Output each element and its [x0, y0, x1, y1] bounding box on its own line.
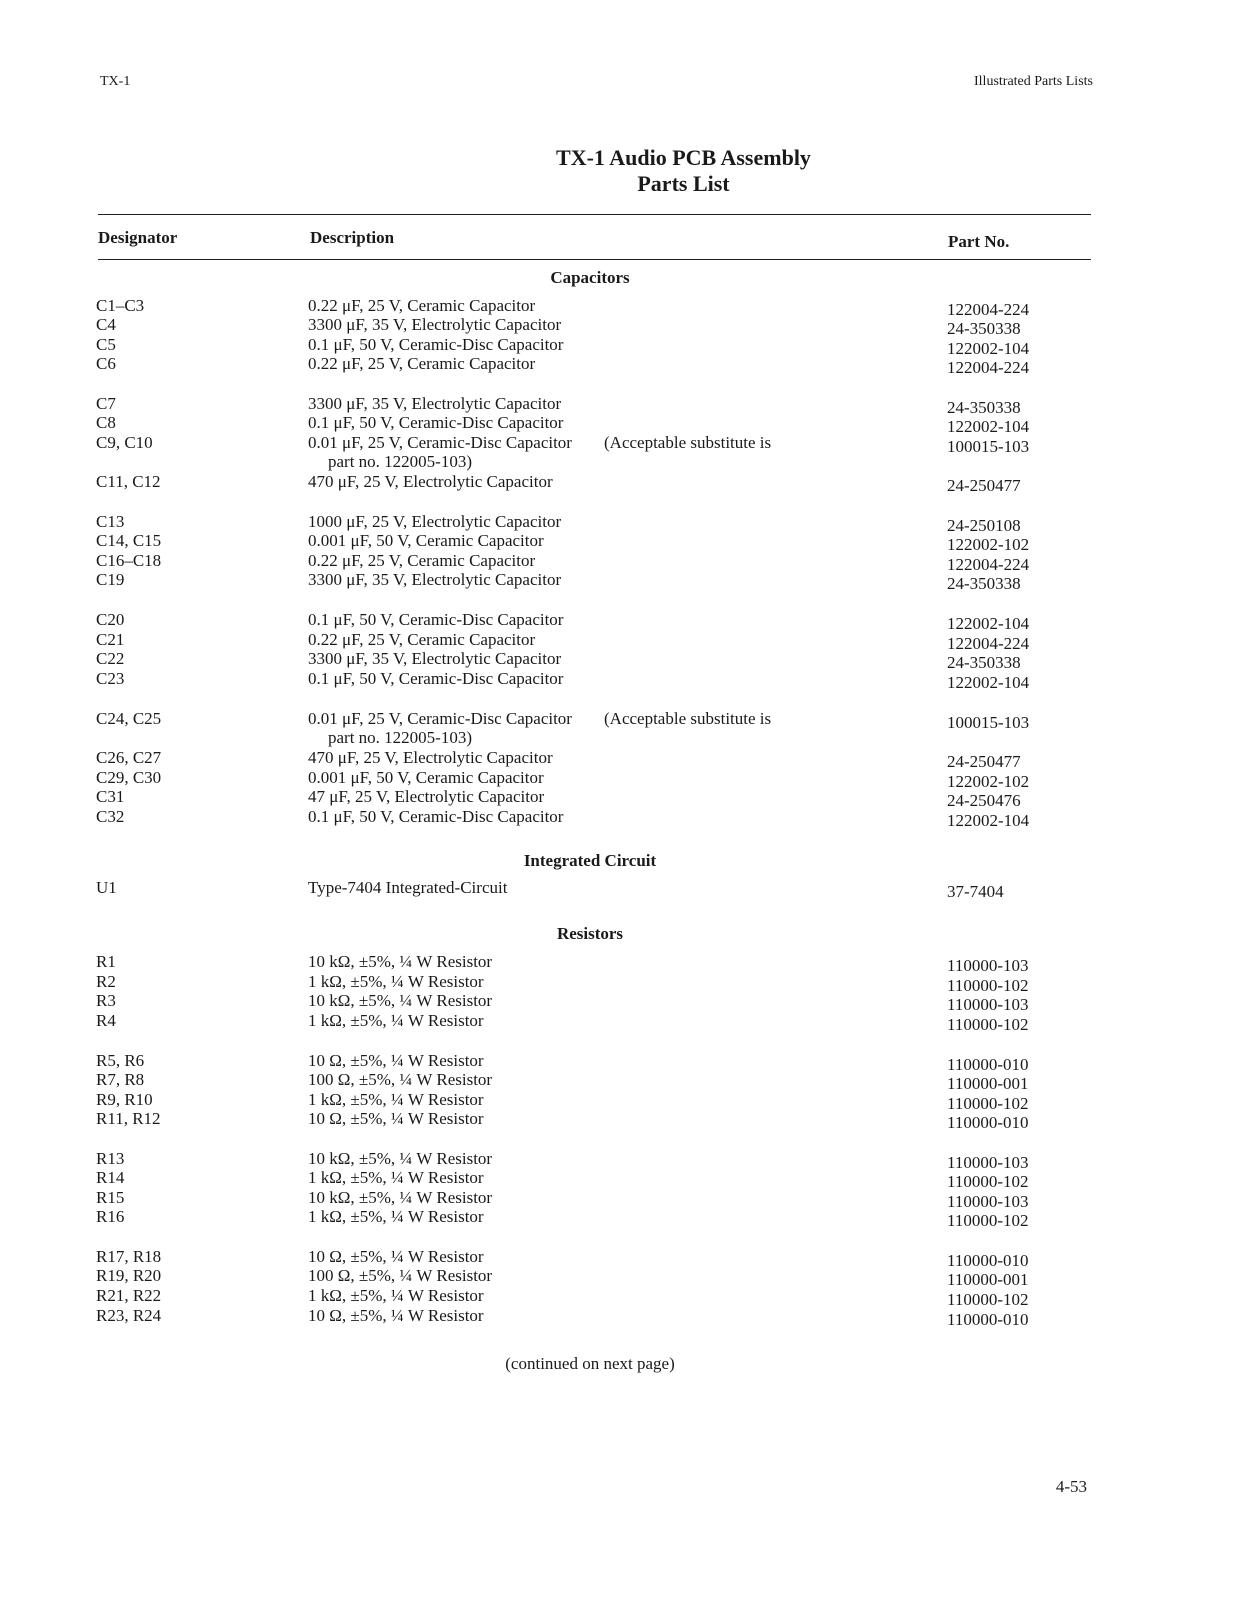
description-cell: 1 kΩ, ±5%, ¼ W Resistor	[308, 1207, 484, 1226]
part-number-cell: 122004-224	[947, 555, 1030, 574]
designator-cell: R15	[96, 1188, 125, 1207]
description-cell: 3300 μF, 35 V, Electrolytic Capacitor	[308, 315, 562, 334]
part-number-cell: 37-7404	[947, 882, 1004, 901]
part-number-cell: 110000-102	[947, 1015, 1029, 1034]
part-number-cell: 110000-102	[947, 1211, 1029, 1230]
description-cell: 0.1 μF, 50 V, Ceramic-Disc Capacitor	[308, 610, 564, 629]
part-number-cell: 110000-102	[947, 1094, 1029, 1113]
table-row	[0, 1306, 1237, 1329]
table-row	[0, 1266, 1237, 1289]
designator-cell: R3	[96, 991, 116, 1010]
designator-cell: C4	[96, 315, 116, 334]
table-row	[0, 1149, 1237, 1172]
table-row	[0, 768, 1237, 791]
designator-cell: C9, C10	[96, 433, 153, 452]
title-line-1: TX-1 Audio PCB Assembly	[556, 145, 811, 170]
description-cell: 0.01 μF, 25 V, Ceramic-Disc Capacitor	[308, 433, 572, 452]
part-number-cell: 122004-224	[947, 358, 1030, 377]
description-cell: 47 μF, 25 V, Electrolytic Capacitor	[308, 787, 545, 806]
description-cell: 100 Ω, ±5%, ¼ W Resistor	[308, 1070, 493, 1089]
table-row	[0, 1090, 1237, 1113]
running-header-left: TX-1	[100, 74, 131, 89]
designator-cell: R17, R18	[96, 1247, 162, 1266]
description-cell: 1 kΩ, ±5%, ¼ W Resistor	[308, 1090, 484, 1109]
part-number-cell: 122002-104	[947, 614, 1030, 633]
part-number-cell: 24-350338	[947, 398, 1021, 417]
table-row	[0, 394, 1237, 417]
table-row	[0, 1188, 1237, 1211]
part-number-cell: 122002-104	[947, 417, 1030, 436]
description-cell: 0.001 μF, 50 V, Ceramic Capacitor	[308, 768, 544, 787]
table-row	[0, 1168, 1237, 1191]
part-number-cell: 122002-104	[947, 811, 1030, 830]
table-row	[0, 354, 1237, 377]
table-row	[0, 296, 1237, 319]
designator-cell: R14	[96, 1168, 125, 1187]
designator-cell: C11, C12	[96, 472, 161, 491]
description-cell: 10 Ω, ±5%, ¼ W Resistor	[308, 1247, 484, 1266]
designator-cell: C13	[96, 512, 125, 531]
designator-cell: C7	[96, 394, 116, 413]
description-cell: 0.01 μF, 25 V, Ceramic-Disc Capacitor	[308, 709, 572, 728]
designator-cell: C29, C30	[96, 768, 162, 787]
designator-cell: R4	[96, 1011, 116, 1030]
description-cell: 1 kΩ, ±5%, ¼ W Resistor	[308, 1011, 484, 1030]
table-row	[0, 1109, 1237, 1132]
part-number-cell: 24-350338	[947, 319, 1021, 338]
designator-cell: C8	[96, 413, 116, 432]
designator-cell: R11, R12	[96, 1109, 161, 1128]
description-cell: 3300 μF, 35 V, Electrolytic Capacitor	[308, 394, 562, 413]
part-number-cell: 110000-001	[947, 1270, 1029, 1289]
part-number-cell: 122002-102	[947, 772, 1030, 791]
designator-cell: C22	[96, 649, 125, 668]
table-row	[0, 413, 1237, 436]
designator-cell: C21	[96, 630, 125, 649]
part-number-cell: 100015-103	[947, 713, 1030, 732]
designator-cell: C6	[96, 354, 116, 373]
description-cell: 0.1 μF, 50 V, Ceramic-Disc Capacitor	[308, 669, 564, 688]
part-number-cell: 24-350338	[947, 574, 1021, 593]
table-row	[0, 630, 1237, 653]
title-line-2: Parts List	[637, 171, 730, 196]
table-row	[0, 748, 1237, 771]
column-header-designator: Designator	[98, 228, 178, 247]
description-cell: 10 kΩ, ±5%, ¼ W Resistor	[308, 1188, 493, 1207]
table-row	[0, 1247, 1237, 1270]
section-heading: Resistors	[556, 924, 624, 943]
part-number-cell: 122002-102	[947, 535, 1030, 554]
part-number-cell: 110000-001	[947, 1074, 1029, 1093]
description-cell: 100 Ω, ±5%, ¼ W Resistor	[308, 1266, 493, 1285]
table-row	[0, 610, 1237, 633]
description-cell: 1 kΩ, ±5%, ¼ W Resistor	[308, 1168, 484, 1187]
table-row	[0, 669, 1237, 692]
description-cell: 0.1 μF, 50 V, Ceramic-Disc Capacitor	[308, 807, 564, 826]
table-row	[0, 472, 1237, 495]
part-number-cell: 110000-103	[947, 995, 1029, 1014]
designator-cell: R9, R10	[96, 1090, 153, 1109]
part-number-cell: 110000-102	[947, 1290, 1029, 1309]
designator-cell: R13	[96, 1149, 125, 1168]
substitute-note: (Acceptable substitute is	[604, 709, 772, 728]
designator-cell: R7, R8	[96, 1070, 145, 1089]
designator-cell: R5, R6	[96, 1051, 145, 1070]
part-number-cell: 110000-010	[947, 1055, 1029, 1074]
table-row	[0, 1207, 1237, 1230]
part-number-cell: 110000-010	[947, 1251, 1029, 1270]
table-row	[0, 709, 1237, 732]
table-row	[0, 433, 1237, 456]
description-cell: 0.1 μF, 50 V, Ceramic-Disc Capacitor	[308, 335, 564, 354]
table-row	[0, 787, 1237, 810]
continued-note: (continued on next page)	[505, 1354, 675, 1373]
part-number-cell: 122002-104	[947, 673, 1030, 692]
section-heading: Capacitors	[550, 268, 630, 287]
table-row	[0, 952, 1237, 975]
designator-cell: C24, C25	[96, 709, 162, 728]
designator-cell: U1	[96, 878, 117, 897]
table-row	[0, 878, 1237, 901]
description-cell: 1000 μF, 25 V, Electrolytic Capacitor	[308, 512, 562, 531]
part-number-cell: 110000-102	[947, 1172, 1029, 1191]
table-row	[0, 335, 1237, 358]
designator-cell: C5	[96, 335, 116, 354]
designator-cell: R2	[96, 972, 116, 991]
designator-cell: C32	[96, 807, 125, 826]
part-number-cell: 122004-224	[947, 300, 1030, 319]
part-number-cell: 110000-010	[947, 1113, 1029, 1132]
description-cell: Type-7404 Integrated-Circuit	[308, 878, 508, 897]
column-header-part-no: Part No.	[948, 232, 1010, 251]
part-number-cell: 24-250477	[947, 476, 1021, 495]
designator-cell: R19, R20	[96, 1266, 162, 1285]
part-number-cell: 110000-103	[947, 1192, 1029, 1211]
description-cell: 470 μF, 25 V, Electrolytic Capacitor	[308, 472, 553, 491]
part-number-cell: 110000-102	[947, 976, 1029, 995]
table-row	[0, 570, 1237, 593]
part-number-cell: 122004-224	[947, 634, 1030, 653]
table-row	[0, 1011, 1237, 1034]
page-number: 4-53	[1055, 1477, 1087, 1496]
designator-cell: C31	[96, 787, 125, 806]
part-number-cell: 24-250108	[947, 516, 1021, 535]
table-row	[0, 807, 1237, 830]
description-cell: 10 Ω, ±5%, ¼ W Resistor	[308, 1109, 484, 1128]
running-header-right: Illustrated Parts Lists	[974, 74, 1093, 89]
table-row	[0, 1070, 1237, 1093]
table-row	[0, 1051, 1237, 1074]
part-number-cell: 100015-103	[947, 437, 1030, 456]
designator-cell: C20	[96, 610, 125, 629]
designator-cell: R1	[96, 952, 116, 971]
table-row	[0, 991, 1237, 1014]
part-number-cell: 24-250476	[947, 791, 1021, 810]
description-cell: 470 μF, 25 V, Electrolytic Capacitor	[308, 748, 553, 767]
description-cell: 0.22 μF, 25 V, Ceramic Capacitor	[308, 296, 536, 315]
table-row	[0, 551, 1237, 574]
designator-cell: C1–C3	[96, 296, 145, 315]
description-continuation: part no. 122005-103)	[328, 452, 473, 471]
designator-cell: C16–C18	[96, 551, 162, 570]
part-number-cell: 110000-103	[947, 956, 1029, 975]
table-row	[0, 512, 1237, 535]
table-row	[0, 1286, 1237, 1309]
table-row	[0, 649, 1237, 672]
description-cell: 3300 μF, 35 V, Electrolytic Capacitor	[308, 570, 562, 589]
description-cell: 0.22 μF, 25 V, Ceramic Capacitor	[308, 354, 536, 373]
designator-cell: C14, C15	[96, 531, 162, 550]
designator-cell: R21, R22	[96, 1286, 162, 1305]
part-number-cell: 24-350338	[947, 653, 1021, 672]
description-continuation: part no. 122005-103)	[328, 728, 473, 747]
description-cell: 0.22 μF, 25 V, Ceramic Capacitor	[308, 551, 536, 570]
designator-cell: R16	[96, 1207, 125, 1226]
part-number-cell: 110000-103	[947, 1153, 1029, 1172]
description-cell: 0.1 μF, 50 V, Ceramic-Disc Capacitor	[308, 413, 564, 432]
description-cell: 10 Ω, ±5%, ¼ W Resistor	[308, 1051, 484, 1070]
table-row	[0, 315, 1237, 338]
description-cell: 10 Ω, ±5%, ¼ W Resistor	[308, 1306, 484, 1325]
description-cell: 0.001 μF, 50 V, Ceramic Capacitor	[308, 531, 544, 550]
description-cell: 1 kΩ, ±5%, ¼ W Resistor	[308, 972, 484, 991]
designator-cell: R23, R24	[96, 1306, 162, 1325]
description-cell: 3300 μF, 35 V, Electrolytic Capacitor	[308, 649, 562, 668]
description-cell: 10 kΩ, ±5%, ¼ W Resistor	[308, 991, 493, 1010]
designator-cell: C23	[96, 669, 125, 688]
table-row	[0, 531, 1237, 554]
part-number-cell: 24-250477	[947, 752, 1021, 771]
column-header-description: Description	[310, 228, 395, 247]
section-heading: Integrated Circuit	[523, 851, 657, 870]
description-cell: 10 kΩ, ±5%, ¼ W Resistor	[308, 952, 493, 971]
designator-cell: C19	[96, 570, 125, 589]
table-row	[0, 972, 1237, 995]
description-cell: 10 kΩ, ±5%, ¼ W Resistor	[308, 1149, 493, 1168]
part-number-cell: 110000-010	[947, 1310, 1029, 1329]
description-cell: 1 kΩ, ±5%, ¼ W Resistor	[308, 1286, 484, 1305]
part-number-cell: 122002-104	[947, 339, 1030, 358]
designator-cell: C26, C27	[96, 748, 162, 767]
description-cell: 0.22 μF, 25 V, Ceramic Capacitor	[308, 630, 536, 649]
substitute-note: (Acceptable substitute is	[604, 433, 772, 452]
